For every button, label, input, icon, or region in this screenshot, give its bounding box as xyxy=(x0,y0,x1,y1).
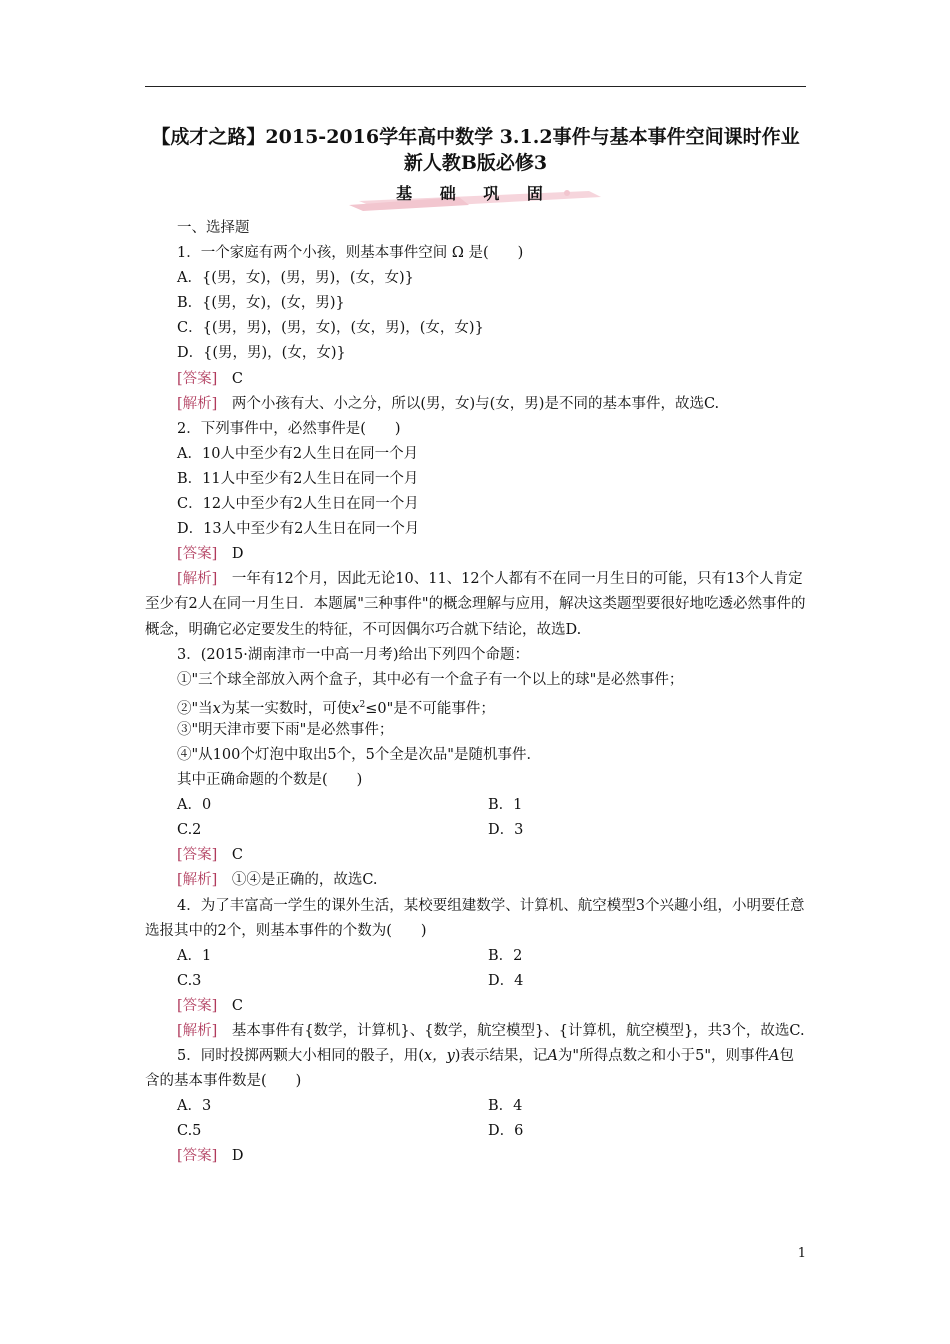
q2-answer xyxy=(145,542,806,567)
section-heading: 基 础 巩 固 xyxy=(396,184,554,203)
analysis-tag: [解析] xyxy=(177,395,218,412)
q4-analysis-text: 基本事件有{数学，计算机}、{数学，航空模型}、{计算机，航空模型}，共3个，故选C. xyxy=(231,1023,805,1039)
q5-option-d: D．6 xyxy=(488,1123,524,1140)
q4-options-row-1 xyxy=(145,944,806,969)
q5-stem-part: )表示结果，记 xyxy=(454,1048,548,1065)
q3-p2-part: ≤0"是不可能事件； xyxy=(365,700,495,717)
part-title: 一、选择题 xyxy=(177,220,250,236)
answer-tag: [答案] xyxy=(177,1148,218,1165)
q5-var-a: A xyxy=(769,1048,780,1065)
q1-option-c: C．{(男，男)，(男，女)，(女，男)，(女，女)} xyxy=(177,320,484,337)
q5-stem-part: 5．同时投掷两颗大小相同的骰子，用( xyxy=(177,1048,424,1065)
q2-analysis-text: 一年有12个月，因此无论10、11、12个人都有不在同一月生日的可能，只有13个人肯定至少有2人在同一月生日．本题属"三种事件"的概念理解与应用，解决这类题型要很好地吃透必然事件的概念，明确它必定要发生的特征，不可因偶尔巧合就下结论，故选D. xyxy=(145,571,806,638)
q3-proposition-2 xyxy=(145,693,806,718)
q2-option-d: D．13人中至少有2人生日在同一个月 xyxy=(177,521,420,538)
q3-option-c: C.2 xyxy=(177,822,202,839)
q5-stem-part: 为"所得点数之和小于5"，则事件 xyxy=(557,1048,769,1065)
q1-answer-value: C xyxy=(231,370,243,387)
q3-p2-part: 为某一实数时，可使 xyxy=(220,700,352,717)
q2-analysis xyxy=(145,567,806,642)
q3-proposition-3: ③"明天津市要下雨"是必然事件； xyxy=(177,721,394,738)
document-title: 【成才之路】2015-2016学年高中数学 3.1.2事件与基本事件空间课时作业 新人教B版必修3 xyxy=(151,126,800,174)
answer-tag: [答案] xyxy=(177,847,218,864)
q4-option-d: D．4 xyxy=(488,972,524,989)
q5-stem-part: 包含的基本事件数是( ) xyxy=(145,1048,794,1090)
q3-options-row-2 xyxy=(145,818,806,843)
q4-answer-value: C xyxy=(231,997,243,1014)
q1-answer xyxy=(145,367,806,392)
header-rule xyxy=(145,86,806,87)
q4-option-c: C.3 xyxy=(177,972,202,989)
q3-option-d: D．3 xyxy=(488,822,524,839)
q3-answer xyxy=(145,843,806,868)
q5-answer xyxy=(145,1144,806,1169)
q3-analysis-text: ①④是正确的，故选C. xyxy=(231,872,378,889)
q1-option-b: B．{(男，女)，(女，男)} xyxy=(177,295,345,312)
q3-options-row-1 xyxy=(145,793,806,818)
q4-options-row-2 xyxy=(145,969,806,994)
q2-option-a: A．10人中至少有2人生日在同一个月 xyxy=(177,445,419,462)
q4-option-b: B．2 xyxy=(488,947,523,964)
q5-var-xy: x，y xyxy=(423,1048,455,1065)
q4-option-a: A．1 xyxy=(177,947,212,964)
q3-proposition-4: ④"从100个灯泡中取出5个，5个全是次品"是随机事件． xyxy=(177,746,541,763)
q4-stem: 4．为了丰富高一学生的课外生活，某校要组建数学、计算机、航空模型3个兴趣小组，小明要任意选报其中的2个，则基本事件的个数为( ) xyxy=(145,897,805,939)
q2-option-b: B．11人中至少有2人生日在同一个月 xyxy=(177,470,419,487)
q3-var-x: x xyxy=(351,700,360,717)
q3-p2-part: ②"当 xyxy=(177,700,213,717)
q1-option-a: A．{(男，女)，(男，男)，(女，女)} xyxy=(177,270,414,287)
q5-option-c: C.5 xyxy=(177,1123,202,1140)
q3-exponent: 2 xyxy=(359,699,366,710)
answer-tag: [答案] xyxy=(177,546,218,563)
q3-option-a: A．0 xyxy=(177,797,212,814)
answer-tag: [答案] xyxy=(177,370,218,387)
q5-answer-value: D xyxy=(231,1148,244,1165)
q2-option-c: C．12人中至少有2人生日在同一个月 xyxy=(177,496,419,513)
analysis-tag: [解析] xyxy=(177,571,218,588)
q5-option-a: A．3 xyxy=(177,1098,212,1115)
analysis-tag: [解析] xyxy=(177,872,218,889)
q2-answer-value: D xyxy=(231,546,244,563)
q5-options-row-2 xyxy=(145,1119,806,1144)
q1-stem: 1．一个家庭有两个小孩，则基本事件空间 Ω 是( ) xyxy=(177,245,524,262)
q3-proposition-1: ①"三个球全部放入两个盒子，其中必有一个盒子有一个以上的球"是必然事件； xyxy=(177,671,684,688)
q5-var-a: A xyxy=(547,1048,558,1065)
q4-answer xyxy=(145,994,806,1019)
q5-option-b: B．4 xyxy=(488,1098,523,1115)
q1-analysis-text: 两个小孩有大、小之分，所以(男，女)与(女，男)是不同的基本事件，故选C. xyxy=(231,395,720,412)
q3-analysis xyxy=(145,868,806,893)
q3-stem: 3．(2015·湖南津市一中高一月考)给出下列四个命题： xyxy=(177,646,530,663)
analysis-tag: [解析] xyxy=(177,1023,218,1039)
page-number: 1 xyxy=(797,1246,806,1261)
q3-var-x: x xyxy=(212,700,221,717)
q5-stem xyxy=(145,1044,806,1094)
q1-option-d: D．{(男，男)，(女，女)} xyxy=(177,345,346,362)
q1-analysis xyxy=(145,392,806,417)
q3-option-b: B．1 xyxy=(488,797,523,814)
q3-question: 其中正确命题的个数是( ) xyxy=(177,772,363,789)
document-body xyxy=(145,216,806,1170)
answer-tag: [答案] xyxy=(177,997,218,1014)
q5-options-row-1 xyxy=(145,1094,806,1119)
q2-stem: 2．下列事件中，必然事件是( ) xyxy=(177,420,401,437)
q4-analysis xyxy=(145,1019,806,1044)
q3-answer-value: C xyxy=(231,847,243,864)
